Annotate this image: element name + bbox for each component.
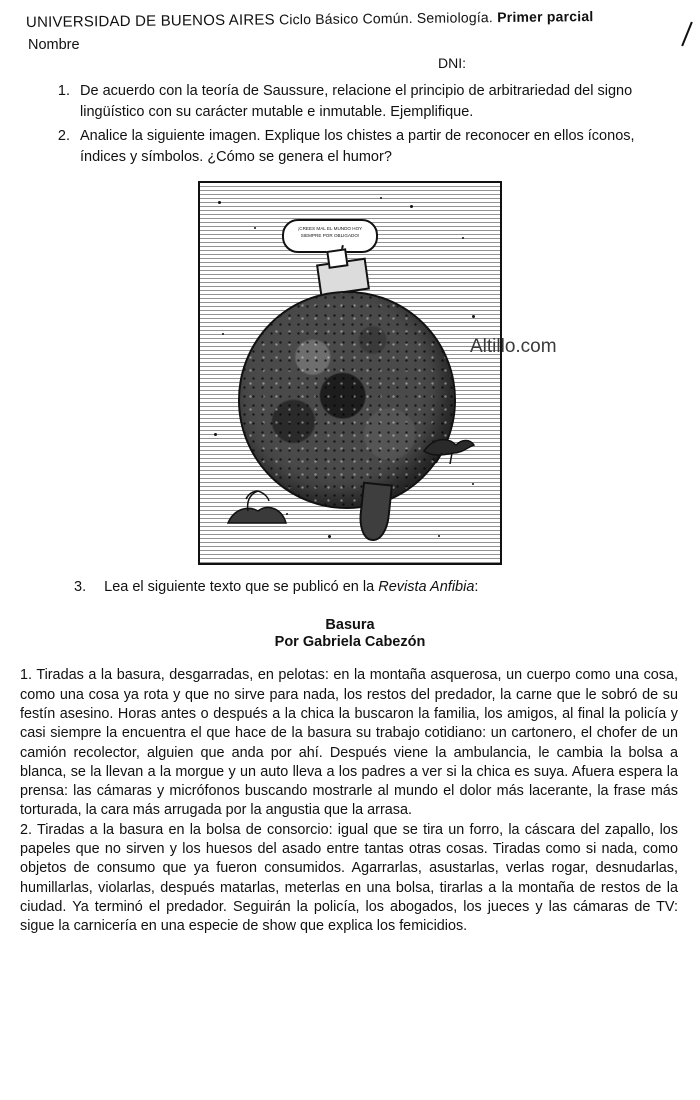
pen-stroke-mark — [681, 22, 693, 47]
question-3 — [18, 579, 682, 595]
article-title: Basura — [325, 617, 375, 634]
question-3-text: Lea el siguiente texto que se publicó en la — [104, 579, 375, 596]
list-item — [74, 126, 682, 167]
bird-icon — [422, 431, 476, 465]
article-author: Por Gabriela Cabezón — [274, 634, 426, 651]
speech-bubble: ¡CREES MAL EL MUNDO HOY SIEMPRE POR OBLIGADO! — [282, 219, 378, 253]
cartoon-frame — [198, 181, 502, 565]
exam-title: Primer parcial — [497, 8, 594, 26]
name-dni-row — [18, 37, 682, 71]
cartoon-figure — [18, 181, 682, 565]
course-name: Ciclo Básico Común. Semiología. — [278, 9, 494, 28]
question-3-text-after: : — [474, 579, 479, 596]
watermark: Altillo.com — [470, 336, 557, 357]
garbage-planet — [238, 291, 456, 509]
question-3-number: 3. — [74, 579, 87, 596]
dni-label: DNI: — [438, 55, 466, 71]
planet-texture — [240, 293, 454, 507]
publication-name: Revista Anfibia — [378, 579, 475, 596]
article-paragraph-2: 2. Tiradas a la basura en la bolsa de consorcio: igual que se tira un forro, la cáscara del zapallo, los papeles que no sirven y los huesos del asado entre tantas otras cosas. Tiradas como si nada, como objetos de consumo que ya fueron consumidos. Agarrarlas, asustarlas, verlas rogar, desnudarlas, humillarlas, violarlas, después matarlas, meterlas en una bolsa, tirarlas a la montaña de restos de la ciudad. Ya terminó el predador. Seguirán la policía, los abogados, los jueces y las cámaras de TV: sigue la carnicería en una especie de show que explica los femicidios. — [20, 821, 678, 935]
university-name: UNIVERSIDAD DE BUENOS AIRES — [25, 11, 275, 31]
list-item — [74, 81, 682, 122]
island-icon — [224, 483, 290, 527]
question-2-text: 2. Analice la siguiente imagen. Explique los chistes a partir de reconocer en ellos íconos, índices y símbolos. ¿Cómo se genera el humor? — [80, 128, 635, 165]
document-header — [26, 7, 682, 31]
question-1-text: 1. De acuerdo con la teoría de Saussure, relacione el principio de arbitrariedad del signo lingüístico con su carácter mutable e inmutable. Ejemplifique. — [80, 83, 633, 120]
article-body — [18, 666, 682, 936]
name-label: Nombre — [28, 37, 80, 53]
article-paragraph-1: 1. Tiradas a la basura, desgarradas, en pelotas: en la montaña asquerosa, un cuerpo como una cosa, como una cosa ya rota y que no sirve para nada, los restos del predador, la carne que le sobró de su festín asesino. Horas antes o después a la chica la buscaron la familia, los amigos, al final la policía y casi siempre la encuentra el que hace de la basura su trabajo cotidiano: un cartonero, el chofer de un camión recolector, alguien que anda por ahí. Después viene la ambulancia, le cambia la bolsa a blanca, se la llevan a la morgue y un auto lleva a los padres a ver si la chica es suya. Afuera espera la prensa: las cámaras y micrófonos buscando mostrarle al mundo el dolor más lacerante, la frase más torturada, la cara más arrugada por la angustia que la arrasa. — [20, 667, 678, 819]
question-list — [18, 81, 682, 167]
